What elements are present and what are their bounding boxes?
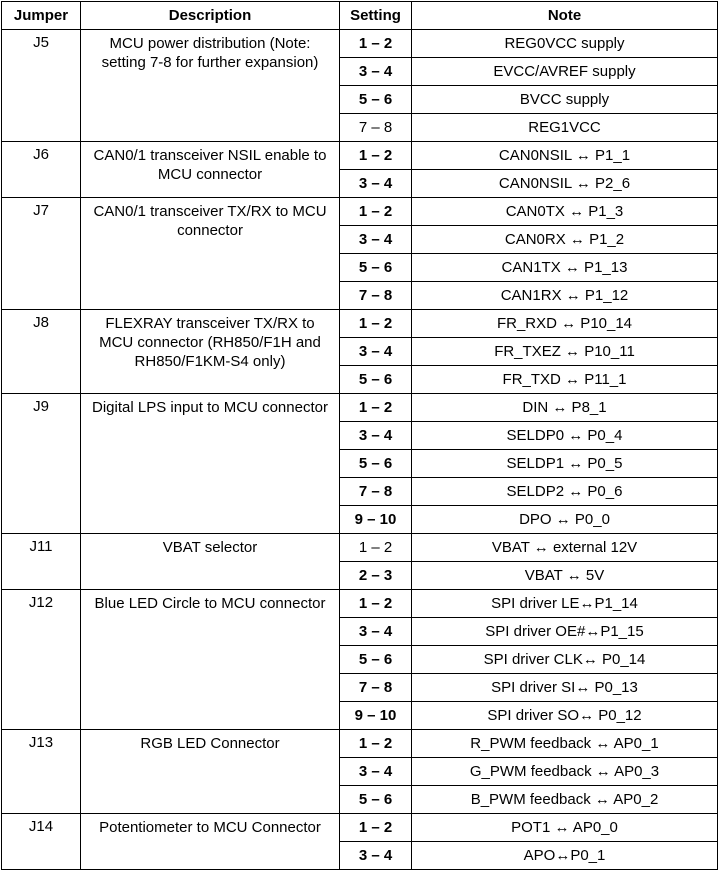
jumper-cell: J5 (2, 30, 81, 142)
setting-cell: 7 – 8 (340, 478, 412, 506)
note-cell: G_PWM feedback ↔ AP0_3 (412, 758, 718, 786)
table-row (2, 198, 718, 226)
jumper-cell: J8 (2, 310, 81, 394)
note-cell: VBAT ↔ 5V (412, 562, 718, 590)
setting-cell: 9 – 10 (340, 506, 412, 534)
note-cell: SPI driver SI↔ P0_13 (412, 674, 718, 702)
note-cell: BVCC supply (412, 86, 718, 114)
note-cell: FR_TXEZ ↔ P10_11 (412, 338, 718, 366)
setting-cell: 1 – 2 (340, 534, 412, 562)
setting-cell: 5 – 6 (340, 786, 412, 814)
jumper-cell: J11 (2, 534, 81, 590)
jumper-cell: J6 (2, 142, 81, 198)
description-cell: RGB LED Connector (81, 730, 340, 814)
jumper-cell: J14 (2, 814, 81, 870)
description-cell: MCU power distribution (Note: setting 7-8 for further expansion) (81, 30, 340, 142)
note-cell: CAN0TX ↔ P1_3 (412, 198, 718, 226)
note-cell: CAN1RX ↔ P1_12 (412, 282, 718, 310)
note-cell: FR_RXD ↔ P10_14 (412, 310, 718, 338)
setting-cell: 1 – 2 (340, 394, 412, 422)
note-cell: EVCC/AVREF supply (412, 58, 718, 86)
note-cell: APO↔P0_1 (412, 842, 718, 870)
note-cell: SPI driver SO↔ P0_12 (412, 702, 718, 730)
description-cell: CAN0/1 transceiver TX/RX to MCU connector (81, 198, 340, 310)
note-cell: SPI driver OE#↔P1_15 (412, 618, 718, 646)
note-cell: REG0VCC supply (412, 30, 718, 58)
setting-cell: 1 – 2 (340, 198, 412, 226)
header-description: Description (81, 2, 340, 30)
table-body (2, 30, 718, 870)
note-cell: CAN0NSIL ↔ P1_1 (412, 142, 718, 170)
setting-cell: 3 – 4 (340, 618, 412, 646)
note-cell: SELDP0 ↔ P0_4 (412, 422, 718, 450)
table-row (2, 310, 718, 338)
note-cell: SPI driver LE↔P1_14 (412, 590, 718, 618)
description-cell: Digital LPS input to MCU connector (81, 394, 340, 534)
header-jumper: Jumper (2, 2, 81, 30)
note-cell: DPO ↔ P0_0 (412, 506, 718, 534)
setting-cell: 3 – 4 (340, 170, 412, 198)
setting-cell: 5 – 6 (340, 254, 412, 282)
setting-cell: 1 – 2 (340, 730, 412, 758)
setting-cell: 3 – 4 (340, 338, 412, 366)
table-row (2, 814, 718, 842)
note-cell: CAN0RX ↔ P1_2 (412, 226, 718, 254)
note-cell: CAN1TX ↔ P1_13 (412, 254, 718, 282)
table-row (2, 394, 718, 422)
note-cell: B_PWM feedback ↔ AP0_2 (412, 786, 718, 814)
note-cell: REG1VCC (412, 114, 718, 142)
description-cell: Potentiometer to MCU Connector (81, 814, 340, 870)
description-cell: Blue LED Circle to MCU connector (81, 590, 340, 730)
setting-cell: 1 – 2 (340, 142, 412, 170)
note-cell: SELDP2 ↔ P0_6 (412, 478, 718, 506)
header-row (2, 2, 718, 30)
setting-cell: 3 – 4 (340, 58, 412, 86)
jumper-cell: J7 (2, 198, 81, 310)
setting-cell: 7 – 8 (340, 114, 412, 142)
setting-cell: 9 – 10 (340, 702, 412, 730)
setting-cell: 7 – 8 (340, 282, 412, 310)
description-cell: CAN0/1 transceiver NSIL enable to MCU connector (81, 142, 340, 198)
setting-cell: 2 – 3 (340, 562, 412, 590)
jumper-cell: J9 (2, 394, 81, 534)
setting-cell: 5 – 6 (340, 646, 412, 674)
setting-cell: 1 – 2 (340, 814, 412, 842)
note-cell: SPI driver CLK↔ P0_14 (412, 646, 718, 674)
header-setting: Setting (340, 2, 412, 30)
table-row (2, 730, 718, 758)
note-cell: SELDP1 ↔ P0_5 (412, 450, 718, 478)
table-row (2, 30, 718, 58)
note-cell: R_PWM feedback ↔ AP0_1 (412, 730, 718, 758)
note-cell: POT1 ↔ AP0_0 (412, 814, 718, 842)
table-row (2, 534, 718, 562)
table-row (2, 142, 718, 170)
setting-cell: 5 – 6 (340, 450, 412, 478)
description-cell: VBAT selector (81, 534, 340, 590)
note-cell: FR_TXD ↔ P11_1 (412, 366, 718, 394)
setting-cell: 3 – 4 (340, 842, 412, 870)
setting-cell: 3 – 4 (340, 422, 412, 450)
jumper-settings-table (1, 1, 718, 870)
setting-cell: 1 – 2 (340, 590, 412, 618)
setting-cell: 5 – 6 (340, 366, 412, 394)
setting-cell: 1 – 2 (340, 310, 412, 338)
jumper-cell: J12 (2, 590, 81, 730)
setting-cell: 5 – 6 (340, 86, 412, 114)
description-cell: FLEXRAY transceiver TX/RX to MCU connector (RH850/F1H and RH850/F1KM-S4 only) (81, 310, 340, 394)
note-cell: VBAT ↔ external 12V (412, 534, 718, 562)
header-note: Note (412, 2, 718, 30)
setting-cell: 3 – 4 (340, 758, 412, 786)
jumper-cell: J13 (2, 730, 81, 814)
setting-cell: 1 – 2 (340, 30, 412, 58)
table-header (2, 2, 718, 30)
note-cell: CAN0NSIL ↔ P2_6 (412, 170, 718, 198)
setting-cell: 7 – 8 (340, 674, 412, 702)
note-cell: DIN ↔ P8_1 (412, 394, 718, 422)
setting-cell: 3 – 4 (340, 226, 412, 254)
table-row (2, 590, 718, 618)
